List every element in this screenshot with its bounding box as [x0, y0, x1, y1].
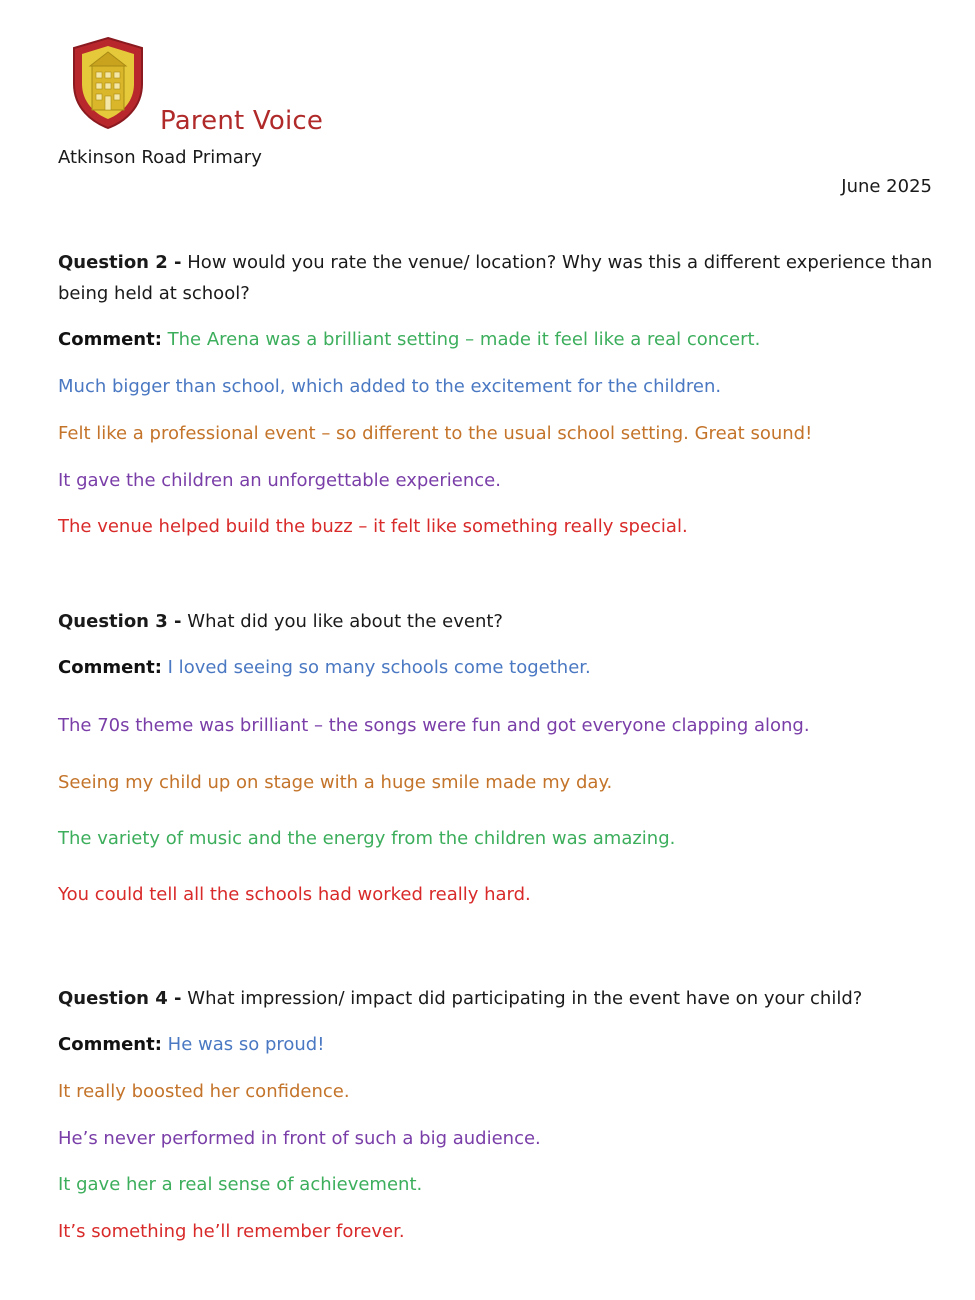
question-label: Question 3 -	[58, 611, 182, 632]
comment-text: The Arena was a brilliant setting – made it feel like a real concert.	[167, 329, 761, 350]
comment-text: He was so proud!	[167, 1034, 325, 1055]
comment-text: The 70s theme was brilliant – the songs were fun and got everyone clapping along.	[58, 715, 810, 736]
comment-label: Comment:	[58, 329, 162, 350]
comment-text: The variety of music and the energy from the children was amazing.	[58, 828, 676, 849]
comment-text: He’s never performed in front of such a big audience.	[58, 1128, 541, 1149]
comment-label: Comment:	[58, 1034, 162, 1055]
comment-text: Felt like a professional event – so different to the usual school setting. Great sound!	[58, 423, 813, 444]
comment-label: Comment:	[58, 657, 162, 678]
comment-line	[58, 657, 938, 678]
question-text: What impression/ impact did participating in the event have on your child?	[187, 988, 863, 1009]
question-text: What did you like about the event?	[187, 611, 503, 632]
question-label: Question 2 -	[58, 252, 182, 273]
comment-line	[58, 1034, 938, 1055]
page-title: Parent Voice	[160, 106, 324, 136]
question-4	[58, 983, 936, 1014]
comment-text: I loved seeing so many schools come together.	[167, 657, 591, 678]
comment-text: Seeing my child up on stage with a huge smile made my day.	[58, 772, 613, 793]
question-label: Question 4 -	[58, 988, 182, 1009]
comment-text: Much bigger than school, which added to the excitement for the children.	[58, 376, 722, 397]
comment-text: It gave her a real sense of achievement.	[58, 1174, 423, 1195]
document-date: June 2025	[841, 176, 932, 197]
comment-text: The venue helped build the buzz – it felt like something really special.	[58, 516, 688, 537]
question-2	[58, 247, 936, 309]
comment-text: You could tell all the schools had worked really hard.	[58, 884, 531, 905]
comment-text: It’s something he’ll remember forever.	[58, 1221, 405, 1242]
comment-text: It gave the children an unforgettable experience.	[58, 470, 501, 491]
comment-text: It really boosted her confidence.	[58, 1081, 350, 1102]
question-text: How would you rate the venue/ location? Why was this a different experience than being held at school?	[58, 252, 933, 304]
school-name: Atkinson Road Primary	[58, 147, 262, 168]
school-crest-icon	[72, 36, 144, 130]
comment-line	[58, 329, 938, 350]
question-3	[58, 606, 936, 637]
